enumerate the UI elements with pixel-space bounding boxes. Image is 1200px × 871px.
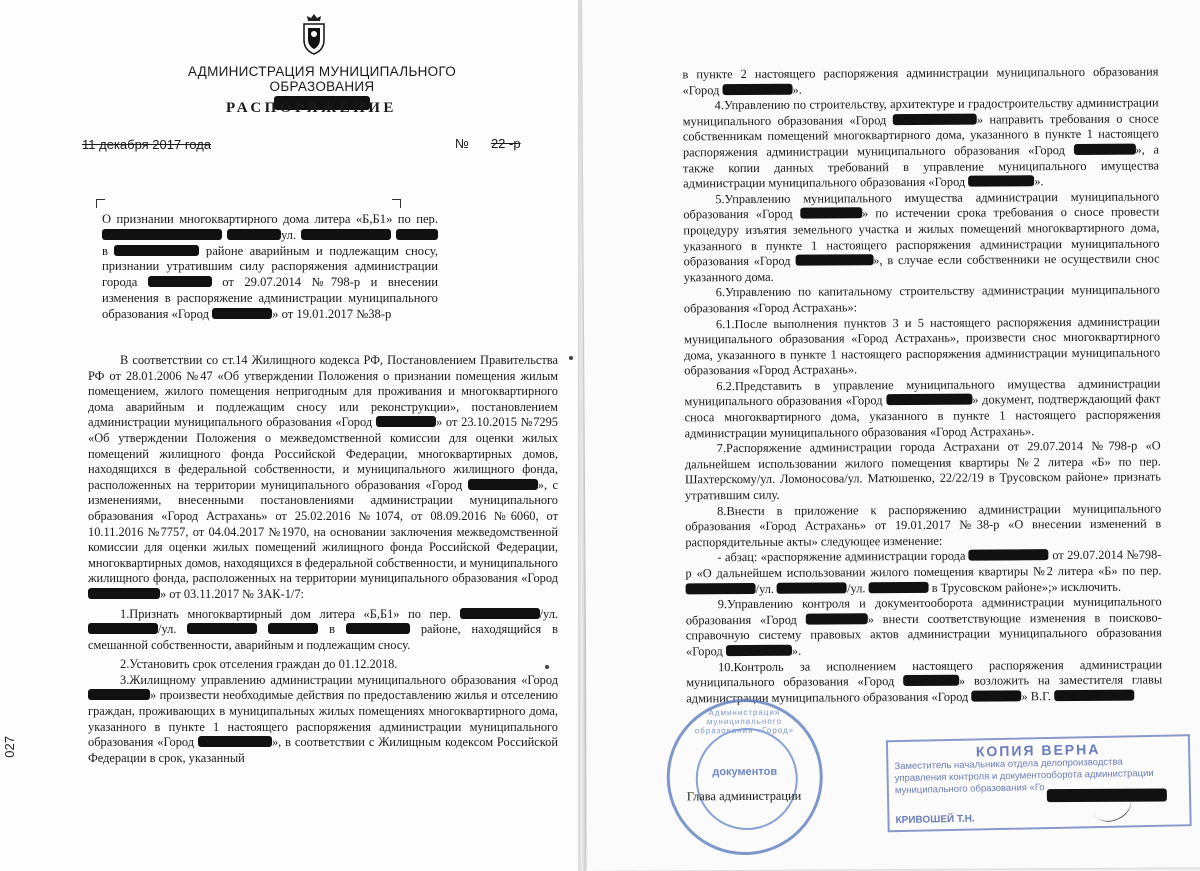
paragraph-3-continued: в пункте 2 настоящего распоряжения администрации муниципального образования «Город ». <box>682 64 1159 97</box>
paragraph-9: 9.Управлению контроля и документооборота администрации муниципального образования «Город » внести соответствующие изменения в поисково-справочную систему правовых актов администрации муниципального образования «Город ». <box>685 594 1162 659</box>
margin-page-number: 027 <box>2 736 17 758</box>
document-date: 11 декабря 2017 года <box>82 137 212 152</box>
paragraph-6-2: 6.2.Представить в управление муниципального имущества администрации муниципального образования «Город » документ, подтверждающий факт сноса многоквартирного дома, указанного в пункте 1 настоящего распоряжения администрации муниципального образования «Город Астрахань». <box>684 376 1161 441</box>
paragraph-8-amendment: - абзац: «распоряжение администрации города от 29.07.2014 №798-р «О дальнейшем использовании жилого помещения квартиры №2 литера «Б» по пер. /ул. /ул. в Трусовском районе»;» исключить. <box>685 547 1162 596</box>
document-page-left <box>0 0 588 871</box>
document-page-right <box>582 0 1200 871</box>
organization-title: АДМИНИСТРАЦИЯ МУНИЦИПАЛЬНОГО ОБРАЗОВАНИЯ <box>146 64 498 113</box>
copy-certified-stamp: КОПИЯ ВЕРНА Заместитель начальника отдела делопроизводства управления контроля и документооборота администрации муниципального образования «Го КРИВОШЕЙ Т.Н. <box>886 734 1192 832</box>
paragraph-3: 3.Жилищному управлению администрации муниципального образования «Город » произвести необходимые действия по предоставлению жилья и отселению граждан, проживающих в муниципальных жилых помещениях многоквартирного дома, указанного в пункте 1 настоящего распоряжения администрации муниципального образования «Город », в соответствии с Жилищным кодексом Российской Федерации в срок, указанный <box>88 672 558 765</box>
body-text-right <box>682 64 1162 706</box>
paragraph-preamble: В соответствии со ст.14 Жилищного кодекса РФ, Постановлением Правительства РФ от 28.01.2006 №47 «Об утверждении Положения о признании помещения жилым помещением, жилого помещения непригодным для проживания и многоквартирного дома аварийным и подлежащим сносу или реконструкции», постановлением администрации муниципального образования «Город » от 23.10.2015 №7295 «Об утверждении Положения о межведомственной комиссии для оценки жилых помещений жилищного фонда Российской Федерации, многоквартирных домов, находящихся в федеральной собственности, и муниципального жилищного фонда, расположенных на территории муниципального образования «Город », с изменениями, внесенными постановлениями администрации муниципального образования «Город Астрахань» от 25.02.2016 №1074, от 08.09.2016 №6060, от 10.11.2016 №7757, от 04.04.2017 №1970, на основании заключения межведомственной комиссии для оценки жилых помещений жилищного фонда Российской Федерации, многоквартирных домов, находящихся в федеральной собственности, и муниципального жилищного фонда, расположенных на территории муниципального образования «Город » от 03.11.2017 № ЗАК-1/7: <box>88 353 559 601</box>
subject-text: О признании многоквартирного дома литера «Б,Б1» по пер. ул. в районе аварийным и подлежащим сносу, признании утратившим силу распоряжения администрации города от 29.07.2014 №798-р и внесении изменения в распоряжение администрации муниципального образования «Город » от 19.01.2017 №38-р <box>102 212 438 321</box>
paragraph-6-1: 6.1.После выполнения пунктов 3 и 5 настоящего распоряжения администрации муниципального образования «Город Астрахань», произвести снос многоквартирного дома, указанного в пункте 1 настоящего распоряжения администрации муниципального образования «Город Астрахань». <box>684 313 1161 378</box>
paragraph-1: 1.Признать многоквартирный дом литера «Б,Б1» по пер. /ул. /ул. в районе, находящийся в смешанной собственности, аварийным и подлежащим сносу. <box>88 606 558 652</box>
paragraph-5: 5.Управлению муниципального имущества администрации муниципального образования «Город » по истечении срока требования о сносе провести процедуру изъятия земельного участка и жилых помещений многоквартирного дома, указанного в пункте 1 настоящего распоряжения администрации муниципального образования «Город », в случае если собственники не осуществили снос указанного дома. <box>683 189 1160 285</box>
paragraph-4: 4.Управлению по строительству, архитектуре и градостроительству администрации муниципального образования «Город » направить требования о сносе собственникам помещений многоквартирного дома, указанного в пункте 1 настоящего распоряжения администрации муниципального образования «Город », а также копии данных требований в управление муниципального имущества администрации муниципального образования «Город ». <box>682 95 1160 191</box>
document-number: № 22 -р <box>455 136 521 151</box>
signature-title: Глава администрации <box>686 788 802 804</box>
subject-bracket-left <box>96 199 105 208</box>
paragraph-2: 2.Установить срок отселения граждан до 01.12.2018. <box>120 657 398 672</box>
order-type-title: РАСПОРЯЖЕНИЕ <box>226 100 397 116</box>
body-text-left <box>88 353 558 766</box>
official-seal: Администрация муниципального образования «Город» документов <box>666 699 823 856</box>
scan-speck <box>569 356 573 360</box>
paragraph-10: 10.Контроль за исполнением настоящего распоряжения администрации муниципального образования «Город » возложить на заместителя главы администрации муниципального образования «Город » В.Г. <box>686 657 1163 706</box>
scan-speck <box>545 665 549 669</box>
paragraph-6: 6.Управлению по капитальному строительству администрации муниципального образования «Город Астрахань»: <box>683 282 1160 316</box>
coat-of-arms-icon <box>299 12 329 56</box>
subject-bracket-right <box>392 199 401 208</box>
paragraph-7: 7.Распоряжение администрации города Астрахани от 29.07.2014 №798-р «О дальнейшем использовании жилого помещения квартиры №2 литера «Б» по пер. Шахтерскому/ул. Ломоносова/ул. Матюшенко, 22/22/19 в Трусовском районе» признать утратившим силу. <box>684 438 1161 503</box>
paragraph-8: 8.Внести в приложение к распоряжению администрации муниципального образования «Город Астрахань» от 19.01.2017 №38-р «О внесении изменений в распорядительные акты» следующее изменение: <box>685 501 1162 550</box>
